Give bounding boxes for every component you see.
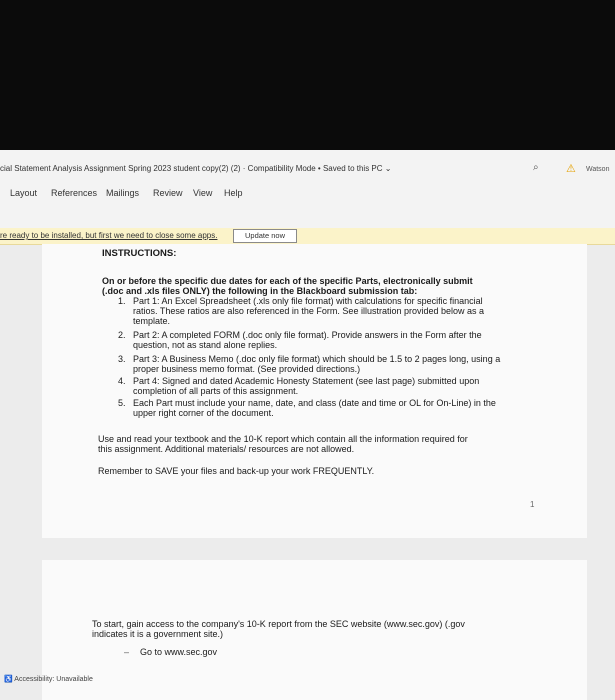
goto-dash: – [124,647,130,657]
list-item-2-line-1: Part 2: A completed FORM (.doc only file format). Provide answers in the Form after the [133,330,482,340]
remember-save-line: Remember to SAVE your files and back-up your work FREQUENTLY. [98,466,375,476]
start-line-2: indicates it is a government site.) [92,629,224,639]
tab-mailings[interactable]: Mailings [106,188,140,198]
warning-icon[interactable]: ⚠ [566,163,576,175]
start-line-1: To start, gain access to the company's 10-K report from the SEC website (www.sec.gov) (.gov [92,619,465,629]
list-item-5-line-2: upper right corner of the document. [133,408,274,418]
list-item-4-line-2: completion of all parts of this assignment. [133,386,299,396]
list-item-1-line-1: Part 1: An Excel Spreadsheet (.xls only file format) with calculations for specific financial [133,296,483,306]
tab-review[interactable]: Review [153,188,183,198]
use-textbook-line-1: Use and read your textbook and the 10-K report which contain all the information required for [98,434,468,444]
update-message-link[interactable]: re ready to be installed, but first we need to close some apps. [0,231,218,240]
intro-line-2: (.doc and .xls files ONLY) the following in the Blackboard submission tab: [102,286,418,296]
accessibility-icon: ♿ [4,676,13,683]
tab-references[interactable]: References [51,188,98,198]
tab-help[interactable]: Help [224,188,243,198]
ribbon [0,184,615,228]
list-number: 3. [118,354,126,364]
list-number: 5. [118,398,126,408]
list-item-3-line-1: Part 3: A Business Memo (.doc only file format) which should be 1.5 to 2 pages long, using a [133,354,501,364]
list-number: 2. [118,330,126,340]
instructions-heading: INSTRUCTIONS: [102,248,177,259]
list-number: 4. [118,376,126,386]
user-name[interactable]: Watson [586,166,610,173]
list-item-4-line-1: Part 4: Signed and dated Academic Honesty Statement (see last page) submitted upon [133,376,480,386]
update-info-bar [0,228,615,245]
document-title[interactable]: cial Statement Analysis Assignment Spring 2023 student copy(2) (2) · Compatibility Mode • Saved to this PC ⌄ [0,164,392,173]
list-item-3-line-2: proper business memo format. (See provided directions.) [133,364,361,374]
use-textbook-line-2: this assignment. Additional materials/ resources are not allowed. [98,444,355,454]
document-page-2[interactable] [42,560,587,700]
update-now-button[interactable]: Update now [233,229,297,243]
accessibility-label: Accessibility: Unavailable [14,676,93,683]
list-number: 1. [118,296,126,306]
list-item-1-line-2: ratios. These ratios are also referenced in the Form. See illustration provided below as a [133,306,485,316]
list-item-1-line-3: template. [133,316,171,326]
tab-view[interactable]: View [193,188,213,198]
intro-line-1: On or before the specific due dates for each of the specific Parts, electronically submit [102,276,473,286]
accessibility-status[interactable] [4,675,93,683]
page-number: 1 [530,500,535,509]
search-icon[interactable]: ⌕ [533,162,539,173]
word-window [0,150,615,700]
title-bar [0,150,615,184]
list-item-5-line-1: Each Part must include your name, date, and class (date and time or OL for On-Line) in the [133,398,496,408]
tab-layout[interactable]: Layout [10,188,38,198]
goto-sec-line[interactable]: Go to www.sec.gov [140,647,218,657]
document-page-1[interactable] [42,244,587,538]
list-item-2-line-2: question, not as stand alone replies. [133,340,278,350]
